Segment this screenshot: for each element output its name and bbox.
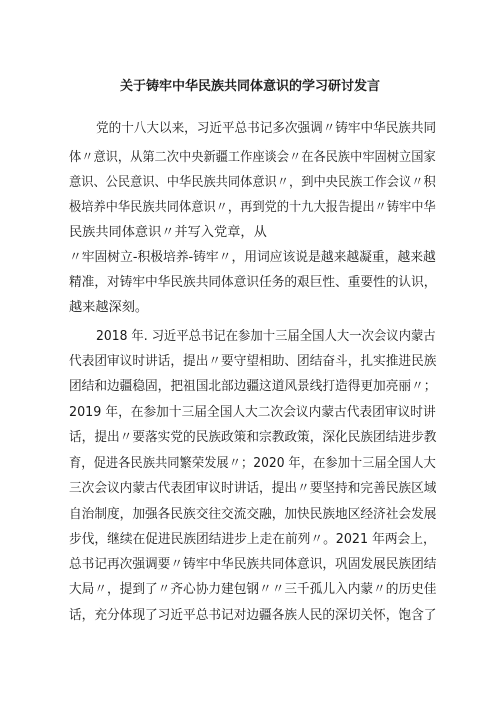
paragraph-line: 精准，对铸牢中华民族共同体意识任务的艰巨性、重要性的认识，: [69, 275, 437, 290]
paragraph-line: 话，提出〃要落实党的民族政策和宗教政策，深化民族团结进步教: [69, 430, 437, 445]
paragraph-line: 话，充分体现了习近平总书记对边疆各族人民的深切关怀，饱含了: [69, 608, 437, 623]
paragraph-line: 总书记再次强调要〃铸牢中华民族共同体意识，巩固发展民族团结: [69, 557, 437, 572]
paragraph-line: 党的十八大以来，习近平总书记多次强调〃铸牢中华民族共同: [96, 121, 437, 136]
paragraph-line: 越来越深刻。: [69, 300, 149, 315]
paragraph-line: 2018 年. 习近平总书记在参加十三届全国人大一次会议内蒙古: [96, 329, 436, 344]
paragraph-line: 民族共同体意识〃并写入党章，从: [69, 225, 267, 240]
paragraph-line: 育，促进各民族共同繁荣发展〃；2020 年，在参加十三届全国人大: [69, 456, 436, 471]
paragraph-line: 自治制度，加强各民族交往交流交融，加快民族地区经济社会发展: [69, 507, 437, 522]
paragraph-line: 极培养中华民族共同体意识〃，再到党的十九大报告提出〃铸牢中华: [69, 200, 436, 215]
paragraph-line: 代表团审议时讲话，提出〃要守望相助、团结奋斗，扎实推进民族: [69, 354, 437, 369]
paragraph-line: 团结和边疆稳固，把祖国北部边疆这道风景线打造得更加亮丽〃；: [69, 379, 437, 394]
paragraph-line: 步伐，继续在促进民族团结进步上走在前列〃。2021 年两会上，: [69, 532, 436, 547]
paragraph-line: 2019 年，在参加十三届全国人大二次会议内蒙古代表团审议时讲: [69, 405, 436, 420]
paragraph-line: 体〃意识，从第二次中央新疆工作座谈会〃在各民族中牢固树立国家: [69, 150, 436, 165]
paragraph-line: 大局〃，提到了〃齐心协力建包钢〃〃三千孤儿入内蒙〃的历史佳: [69, 582, 437, 597]
document-title: 关于铸牢中华民族共同体意识的学习研讨发言: [119, 79, 380, 94]
paragraph-line: 三次会议内蒙古代表团审议时讲话，提出〃要坚持和完善民族区域: [69, 481, 437, 496]
paragraph-line: 〃牢固树立-积极培养-铸牢〃，用词应该说是越来越凝重，越来越: [69, 250, 436, 265]
paragraph-line: 意识、公民意识、中华民族共同体意识〃，到中央民族工作会议〃积: [69, 175, 436, 190]
